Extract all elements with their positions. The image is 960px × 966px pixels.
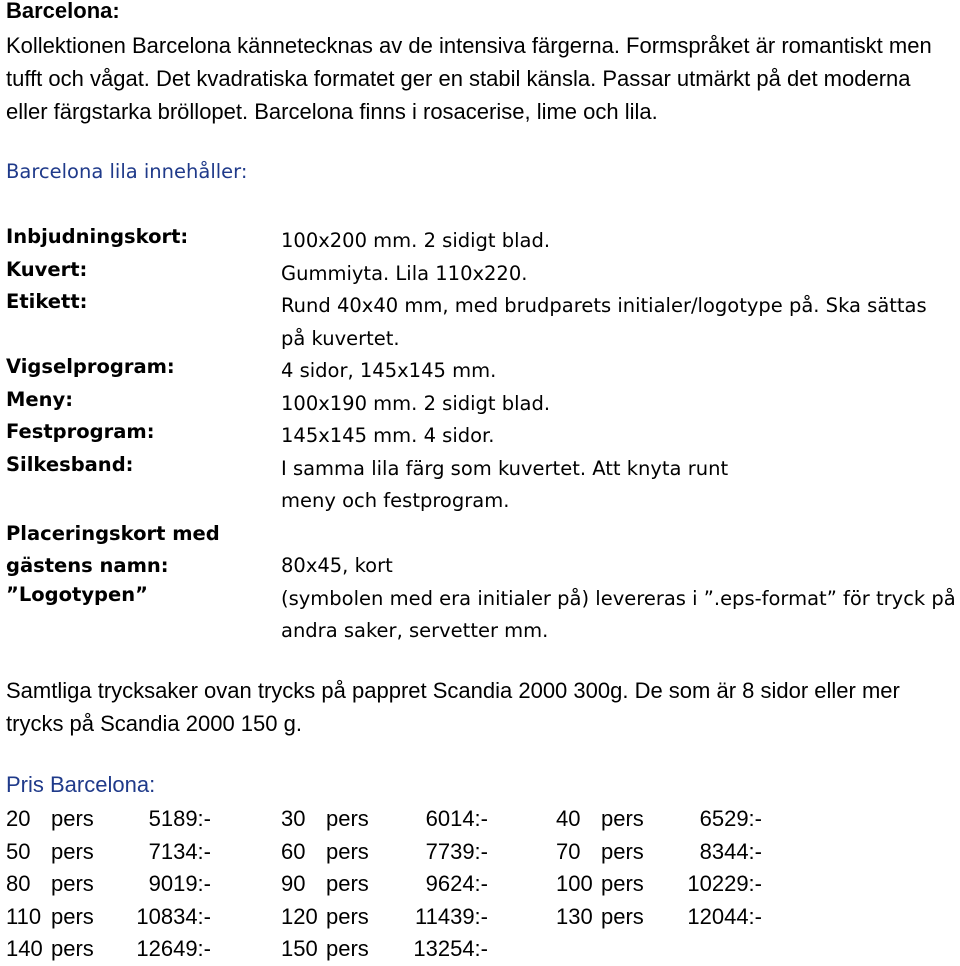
- contents-heading: Barcelona lila innehåller:: [6, 160, 248, 183]
- price-quantity: 140: [6, 936, 43, 961]
- price-quantity: 90: [281, 871, 306, 896]
- price-amount: 12044:-: [687, 903, 762, 929]
- spec-list: [6, 225, 956, 648]
- spec-label: Kuvert:: [6, 257, 88, 281]
- spec-value: I samma lila färg som kuvertet. Att knyta runt meny och festprogram.: [281, 456, 729, 512]
- price-unit: pers: [326, 806, 369, 831]
- price-unit: pers: [51, 871, 94, 896]
- price-amount: 7739:-: [425, 838, 488, 864]
- price-amount: 12649:-: [136, 936, 211, 961]
- spec-row: [6, 420, 956, 453]
- spec-label: Etikett:: [6, 290, 88, 313]
- price-unit: pers: [51, 936, 94, 961]
- price-quantity: 70: [556, 838, 581, 864]
- intro-paragraph: Kollektionen Barcelona kännetecknas av de intensiva färgerna. Formspråket är romantiskt men tufft och vågat. Det kvadratiska formatet ger en stabil känsla. Passar utmärkt på det moderna eller färgstarka bröllopet. Barcelona finns i rosacerise, lime och lila.: [6, 33, 932, 124]
- spec-label: Inbjudningskort:: [6, 225, 189, 248]
- price-unit: pers: [326, 838, 369, 864]
- price-quantity: 150: [281, 936, 318, 961]
- paper-note: Samtliga trycksaker ovan trycks på pappret Scandia 2000 300g. De som är 8 sidor eller mer trycks på Scandia 2000 150 g.: [6, 678, 900, 736]
- spec-row: [6, 518, 956, 583]
- price-amount: 10229:-: [687, 871, 762, 896]
- price-unit: pers: [601, 871, 644, 896]
- price-amount: 8344:-: [699, 838, 762, 864]
- spec-value: 80x45, kort: [281, 554, 393, 577]
- price-unit: pers: [51, 903, 94, 929]
- price-amount: 9624:-: [425, 871, 488, 896]
- spec-value: Gummiyta. Lila 110x220.: [281, 261, 528, 285]
- spec-row: [6, 388, 956, 421]
- spec-label: Festprogram:: [6, 420, 155, 443]
- price-unit: pers: [326, 871, 369, 896]
- price-quantity: 50: [6, 838, 31, 864]
- price-amount: 9019:-: [148, 871, 211, 896]
- price-quantity: 30: [281, 806, 306, 831]
- price-quantity: 100: [556, 871, 593, 896]
- price-unit: pers: [601, 838, 644, 864]
- spec-value: 100x200 mm. 2 sidigt blad.: [281, 229, 551, 252]
- price-amount: 13254:-: [413, 936, 488, 961]
- price-unit: pers: [601, 806, 644, 831]
- spec-label: Meny:: [6, 387, 74, 411]
- price-unit: pers: [51, 838, 94, 864]
- spec-row: [6, 225, 956, 258]
- price-quantity: 110: [6, 903, 42, 929]
- spec-row: [6, 355, 956, 388]
- price-amount: 7134:-: [148, 838, 211, 864]
- spec-value: 145x145 mm. 4 sidor.: [281, 424, 495, 447]
- price-amount: 10834:-: [136, 903, 211, 929]
- spec-label: ”Logotypen”: [6, 582, 148, 606]
- price-quantity: 40: [556, 806, 581, 831]
- price-amount: 6014:-: [425, 806, 488, 831]
- spec-row: [6, 258, 956, 291]
- spec-row: [6, 453, 956, 518]
- price-amount: 11439:-: [415, 903, 488, 929]
- spec-value: 4 sidor, 145x145 mm.: [281, 359, 497, 382]
- spec-label: Vigselprogram:: [6, 355, 175, 378]
- price-unit: pers: [326, 936, 369, 961]
- price-quantity: 120: [281, 903, 318, 929]
- price-amount: 6529:-: [699, 806, 762, 831]
- price-quantity: 60: [281, 838, 306, 864]
- price-unit: pers: [326, 903, 369, 929]
- price-quantity: 130: [556, 903, 593, 929]
- price-amount: 5189:-: [148, 806, 211, 831]
- price-unit: pers: [601, 903, 644, 929]
- spec-label: Placeringskort med gästens namn:: [6, 521, 220, 577]
- spec-value: Rund 40x40 mm, med brudparets initialer/logotype på. Ska sättas på kuvertet.: [281, 294, 927, 350]
- spec-value: (symbolen med era initialer på) levereras i ”.eps-format” för tryck på andra saker, servetter mm.: [281, 586, 956, 642]
- spec-value: 100x190 mm. 2 sidigt blad.: [281, 391, 551, 415]
- spec-row: [6, 290, 956, 355]
- price-unit: pers: [51, 806, 94, 831]
- spec-row: [6, 583, 956, 648]
- page-title: Barcelona:: [6, 0, 120, 23]
- price-quantity: 80: [6, 871, 31, 896]
- spec-label: Silkesband:: [6, 452, 134, 476]
- price-heading: Pris Barcelona:: [6, 772, 156, 797]
- price-quantity: 20: [6, 806, 31, 831]
